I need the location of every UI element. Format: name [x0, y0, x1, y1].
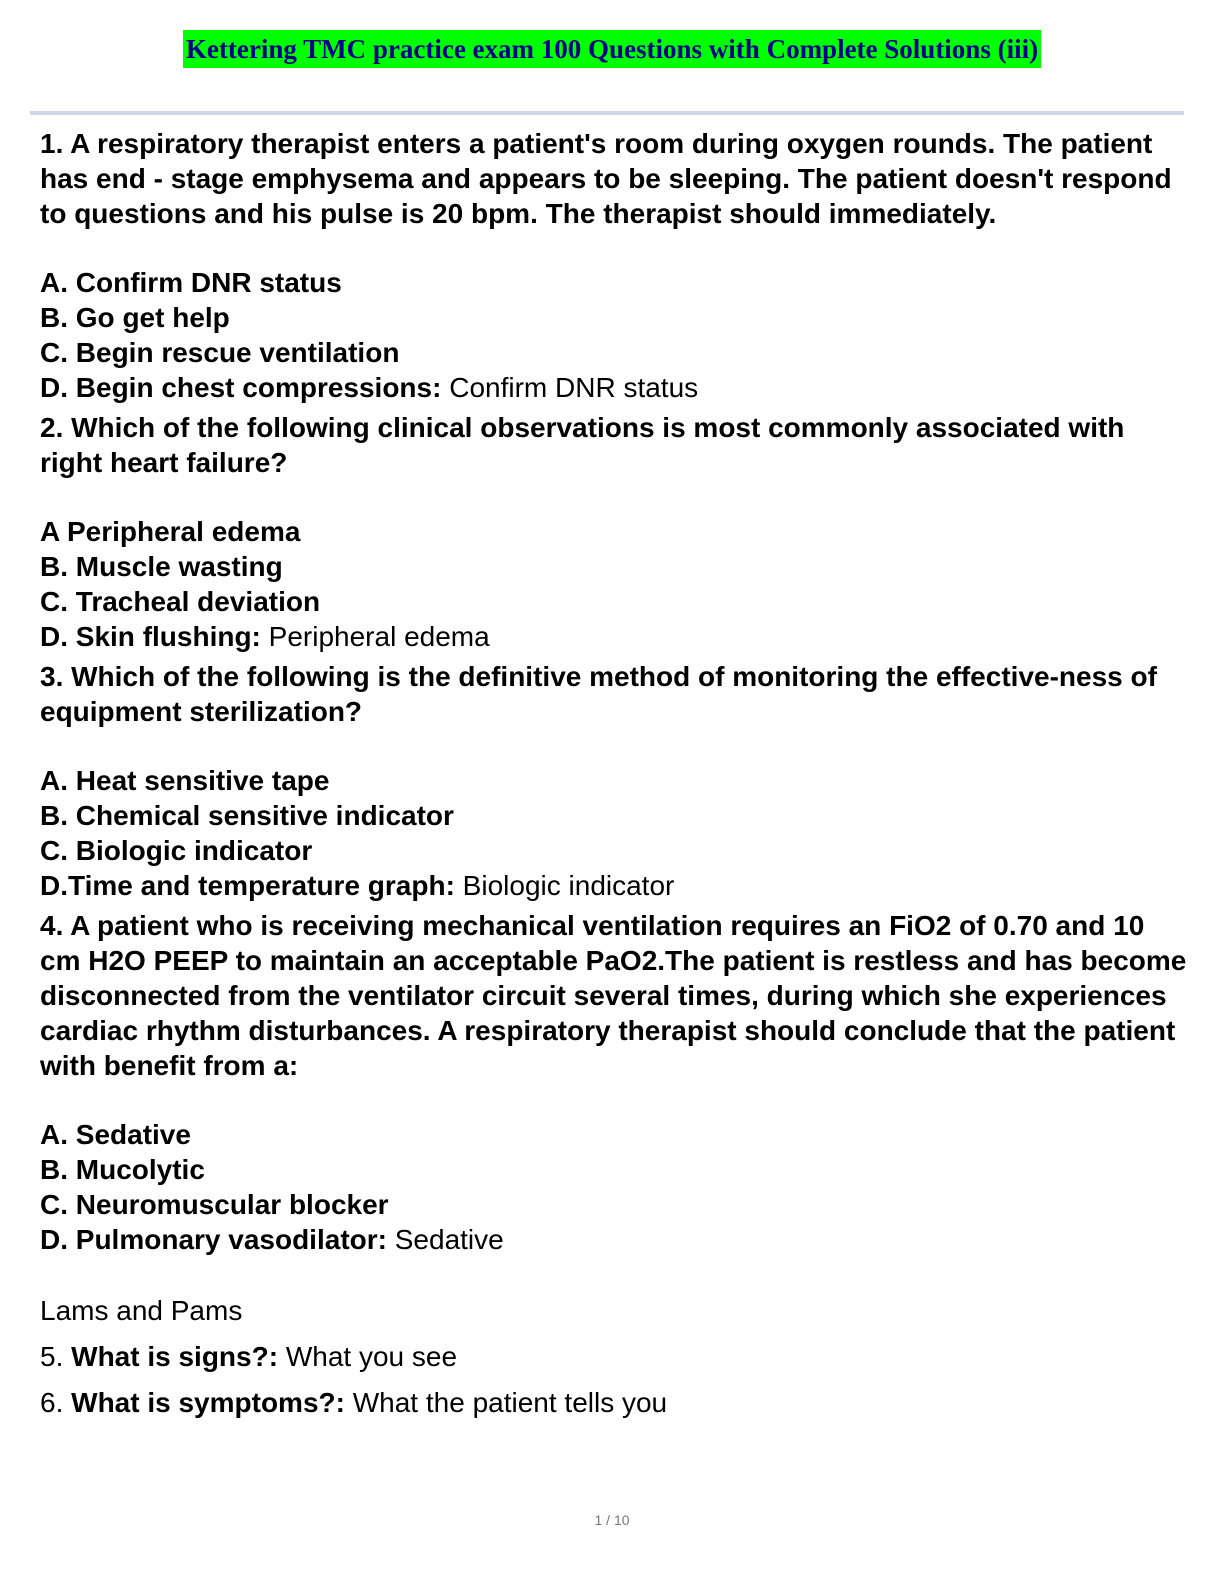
- section-heading: Lams and Pams: [40, 1295, 243, 1326]
- option-d-with-answer: [40, 370, 1190, 405]
- answer-text: Sedative: [386, 1224, 504, 1255]
- option-b: B. Go get help: [40, 302, 230, 333]
- option-b: B. Mucolytic: [40, 1154, 205, 1185]
- question-1: [40, 126, 1190, 405]
- definition-term: What is symptoms?:: [71, 1387, 345, 1418]
- question-3: [40, 659, 1190, 903]
- question-text: 3. Which of the following is the definitive method of monitoring the effective-ness of equipment sterilization?: [40, 661, 1157, 727]
- option-list: [40, 514, 1190, 654]
- definition-term: What is signs?:: [71, 1341, 279, 1372]
- question-4: [40, 908, 1190, 1257]
- option-a: A. Sedative: [40, 1119, 191, 1150]
- question-text: 2. Which of the following clinical observations is most commonly associated with right heart failure?: [40, 412, 1125, 478]
- question-2: [40, 410, 1190, 654]
- option-d-with-answer: [40, 619, 1190, 654]
- option-a: A. Confirm DNR status: [40, 267, 342, 298]
- definition-number: 5.: [40, 1341, 72, 1372]
- option-c: C. Neuromuscular blocker: [40, 1189, 389, 1220]
- option-a: A. Heat sensitive tape: [40, 765, 330, 796]
- definition-5: [40, 1339, 1190, 1374]
- option-a: A Peripheral edema: [40, 516, 301, 547]
- option-b: B. Muscle wasting: [40, 551, 283, 582]
- question-text: 1. A respiratory therapist enters a patient's room during oxygen rounds. The patient has end - stage emphysema and appears to be sleeping. The patient doesn't respond to questions and his pulse is 20 bpm. The therapist should immediately.: [40, 128, 1172, 229]
- question-text: 4. A patient who is receiving mechanical ventilation requires an FiO2 of 0.70 and 10 cm H2O PEEP to maintain an acceptable PaO2.The patient is restless and has become disconnected from the ventilator circuit several times, during which she experiences cardiac rhythm disturbances. A respiratory therapist should conclude that the patient with benefit from a:: [40, 910, 1187, 1081]
- answer-text: Peripheral edema: [260, 621, 490, 652]
- option-c: C. Biologic indicator: [40, 835, 313, 866]
- option-b: B. Chemical sensitive indicator: [40, 800, 454, 831]
- title-container: [0, 30, 1224, 68]
- option-d-with-answer: [40, 1222, 1190, 1257]
- definition-6: [40, 1385, 1190, 1420]
- document-title: Kettering TMC practice exam 100 Questions with Complete Solutions (iii): [183, 30, 1041, 68]
- option-c: C. Tracheal deviation: [40, 586, 321, 617]
- option-list: [40, 763, 1190, 903]
- option-d: D. Begin chest compressions:: [40, 372, 442, 403]
- answer-text: Confirm DNR status: [441, 372, 699, 403]
- page-indicator: 1 / 10: [594, 1512, 630, 1528]
- answer-text: Biologic indicator: [454, 870, 675, 901]
- definition-answer: What the patient tells you: [344, 1387, 668, 1418]
- document-body: [40, 121, 1190, 1420]
- option-c: C. Begin rescue ventilation: [40, 337, 400, 368]
- option-list: [40, 1117, 1190, 1257]
- option-d: D.Time and temperature graph:: [40, 870, 455, 901]
- option-d-with-answer: [40, 868, 1190, 903]
- definition-number: 6.: [40, 1387, 72, 1418]
- header-divider: [30, 111, 1184, 115]
- option-d: D. Pulmonary vasodilator:: [40, 1224, 387, 1255]
- option-list: [40, 265, 1190, 405]
- option-d: D. Skin flushing:: [40, 621, 261, 652]
- definition-answer: What you see: [278, 1341, 458, 1372]
